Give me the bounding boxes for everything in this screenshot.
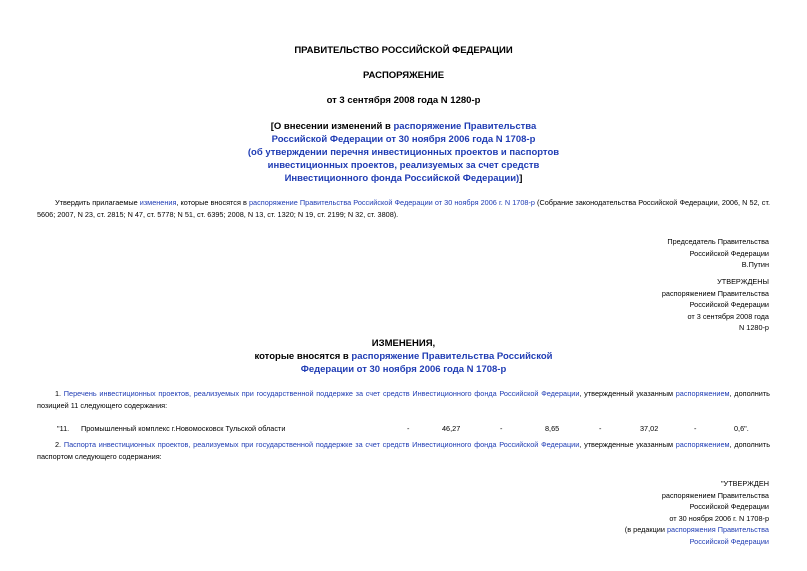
subject-link-2[interactable]: Российской Федерации от 30 ноября 2006 года N 1708-р: [271, 134, 536, 145]
item-1-suffix: , дополнить позицией 11 следующего содержания:: [37, 389, 770, 410]
signature-title: Председатель Правительства: [667, 237, 769, 246]
changes-title: ИЗМЕНЕНИЯ,: [371, 338, 436, 349]
item-1-list-link[interactable]: Перечень инвестиционных проектов, реализуемых при государственной поддержке за счет средств Инвестиционного фонда Российской Федерации: [63, 389, 580, 398]
approval2-line-2: распоряжением Правительства: [661, 490, 769, 500]
decree-1708-link[interactable]: распоряжение Правительства Российской Федерации от 30 ноября 2006 г. N 1708-р: [249, 198, 535, 207]
approval2-line-5: [625, 524, 769, 536]
item-2-decree-link[interactable]: распоряжением: [675, 440, 730, 449]
signature-name: В.Путин: [741, 260, 769, 269]
doc-date: от 3 сентября 2008 года N 1280-р: [326, 95, 481, 106]
row-number: "11.: [57, 424, 70, 433]
signature-org: Российской Федерации: [689, 248, 769, 258]
row-cell-1: -: [407, 424, 410, 433]
item-1-middle: , утвержденный указанным: [579, 389, 676, 398]
approval-line-4: от 3 сентября 2008 года: [687, 311, 769, 321]
changes-link[interactable]: изменения: [139, 198, 177, 207]
item-1-decree-link[interactable]: распоряжением: [675, 389, 730, 398]
government-heading: ПРАВИТЕЛЬСТВО РОССИЙСКОЙ ФЕДЕРАЦИИ: [294, 45, 513, 56]
item-2-prefix: 2.: [55, 440, 64, 449]
subject-line-1: [0, 120, 807, 133]
approval2-line-3: Российской Федерации: [689, 502, 769, 511]
row-cell-2: -: [500, 424, 503, 433]
approval2-title: "УТВЕРЖДЕН: [720, 479, 769, 488]
row-value-4: 0,6".: [734, 424, 749, 433]
item-2-suffix: , дополнить паспортом следующего содержания:: [37, 440, 771, 461]
subject-link-5[interactable]: Инвестиционного фонда Российской Федерации): [284, 173, 520, 184]
row-cell-3: -: [599, 424, 602, 433]
subject-plain: [О внесении изменений в: [270, 121, 394, 132]
p1-text-c: (Собрание законодательства Российской Федерации, 2006, N 52, ст. 5606; 2007, N 23, ст. 2815; N 47, ст. 5778; N 51, ст. 6395; 2008, N 13, ст. 1320; N 19, ст. 2199; N 32, ст. 3808).: [37, 198, 771, 219]
approval-line-3: Российской Федерации: [689, 300, 769, 309]
item-2-middle: , утвержденные указанным: [579, 440, 676, 449]
signature-block: [667, 236, 769, 271]
item-2-passport-link[interactable]: Паспорта инвестиционных проектов, реализуемых при государственной поддержке за счет средств Инвестиционного фонда Российской Федерации: [63, 440, 580, 449]
table-row: [57, 423, 772, 435]
changes-link-1[interactable]: распоряжение Правительства Российской: [351, 351, 553, 362]
changes-plain: которые вносятся в: [254, 351, 352, 362]
row-value-2: 8,65: [545, 424, 560, 433]
changes-link-2[interactable]: Федерации от 30 ноября 2006 года N 1708-р: [300, 364, 507, 375]
p1-text-b: , которые вносятся в: [176, 198, 249, 207]
subject-link-4[interactable]: инвестиционных проектов, реализуемых за счет средств: [267, 160, 540, 171]
approval-block-2: [625, 478, 769, 547]
subject-link-1[interactable]: распоряжение Правительства: [393, 121, 537, 132]
approval2-link-1[interactable]: распоряжения Правительства: [666, 525, 769, 534]
changes-line-2: [0, 350, 807, 363]
decree-paragraph: [37, 197, 770, 220]
row-cell-4: -: [694, 424, 697, 433]
subject-bracket: ]: [519, 173, 523, 184]
row-value-1: 46,27: [442, 424, 461, 433]
approval2-plain: (в редакции: [624, 525, 667, 534]
approval2-link-2[interactable]: Российской Федерации: [689, 536, 769, 546]
p1-text-a: Утвердить прилагаемые: [55, 198, 140, 207]
approval-block: [662, 276, 769, 334]
approval2-line-4: от 30 ноября 2006 г. N 1708-р: [669, 513, 769, 523]
item-1-prefix: 1.: [55, 389, 64, 398]
subject-line-5: [0, 172, 807, 185]
row-project-name: Промышленный комплекс г.Новомосковск Тульской области: [81, 424, 286, 433]
approval-line-2: распоряжением Правительства: [661, 288, 769, 298]
approval-line-5: N 1280-р: [738, 323, 769, 332]
row-value-3: 37,02: [640, 424, 659, 433]
item-1-paragraph: [37, 388, 770, 411]
approval-title: УТВЕРЖДЕНЫ: [717, 277, 769, 286]
doc-type-heading: РАСПОРЯЖЕНИЕ: [362, 70, 445, 81]
item-2-paragraph: [37, 439, 770, 462]
subject-link-3[interactable]: (об утверждении перечня инвестиционных проектов и паспортов: [247, 147, 560, 158]
